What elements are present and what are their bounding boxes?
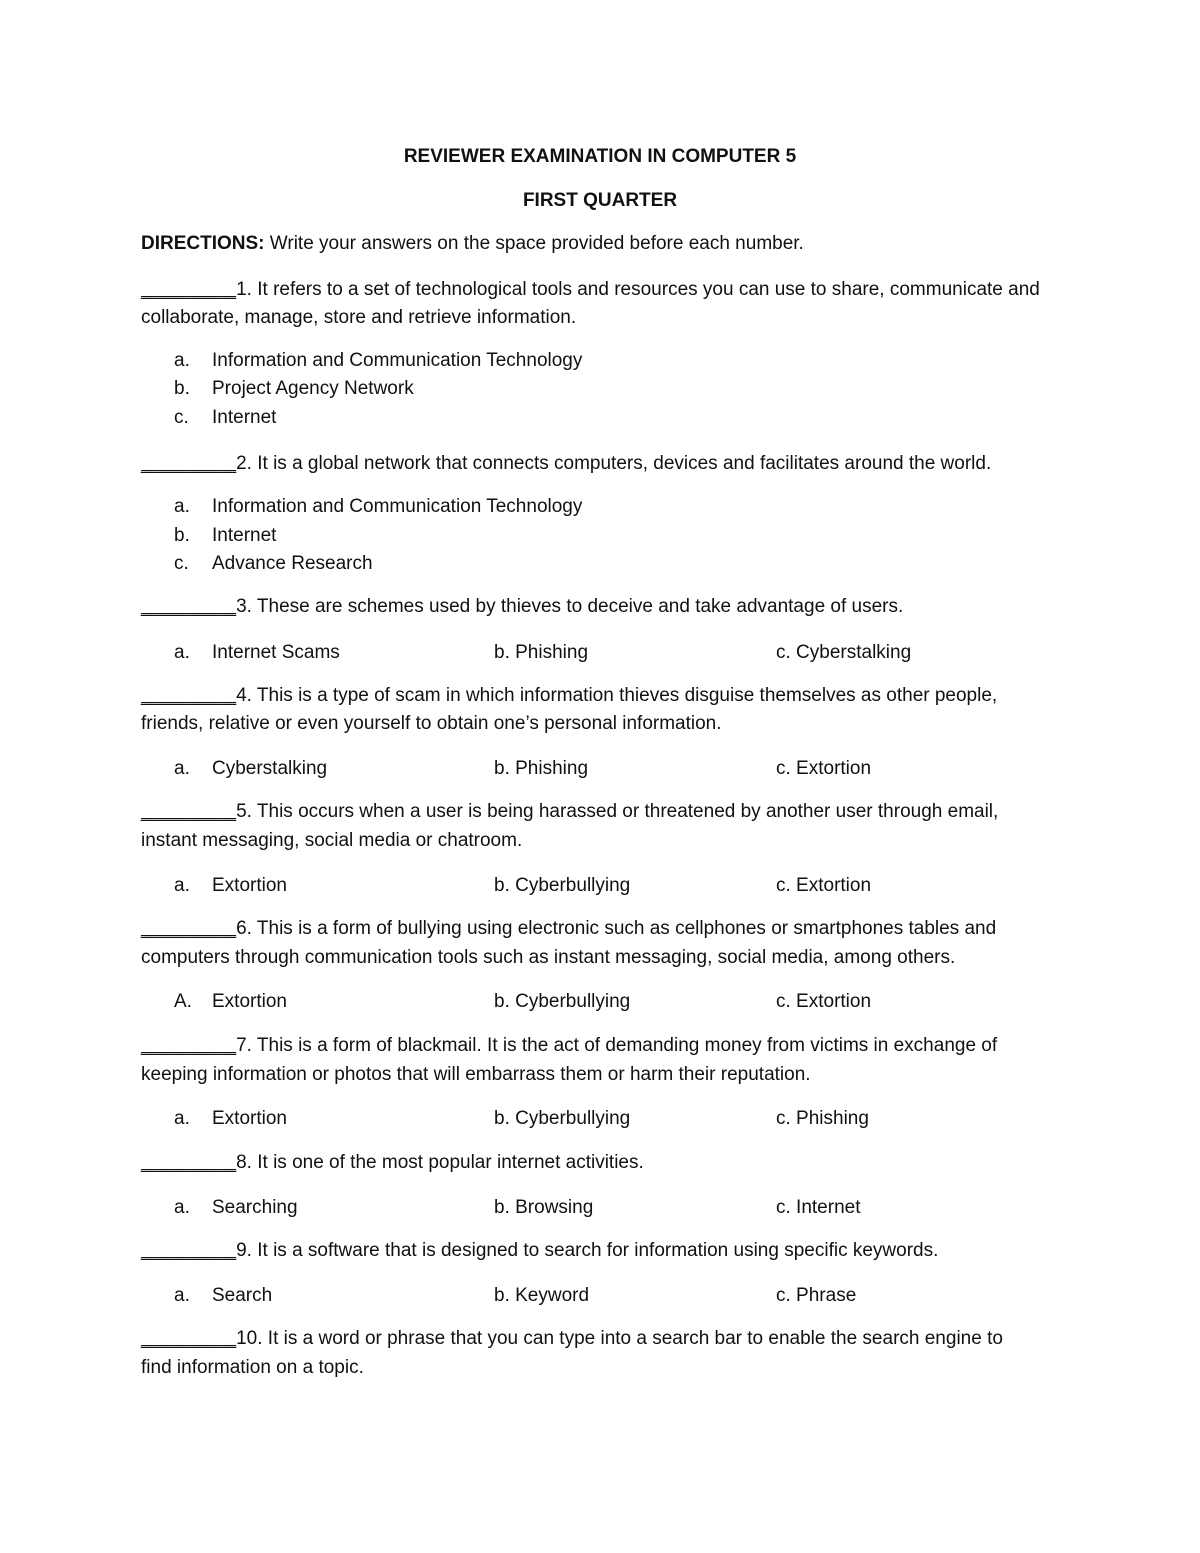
question-2-line: [141, 453, 1071, 475]
question-5-line: [141, 801, 1071, 823]
question-text: computers through communication tools such as instant messaging, social media, among others.: [141, 947, 956, 968]
directions-label: DIRECTIONS:: [141, 233, 265, 254]
option-text: Internet: [212, 525, 277, 546]
option-letter: c.: [174, 553, 189, 574]
question-4-option: [494, 758, 588, 780]
answer-blank: _________: [141, 1035, 237, 1056]
option-letter: A.: [174, 991, 192, 1012]
option-text: Searching: [212, 1197, 298, 1218]
option-text: Extortion: [212, 991, 287, 1012]
option-letter: a.: [174, 496, 190, 517]
question-text: 9. It is a software that is designed to search for information using specific keywords.: [236, 1240, 939, 1261]
option-text: b. Keyword: [494, 1285, 590, 1306]
answer-blank: _________: [141, 279, 237, 300]
question-text: 5. This occurs when a user is being harassed or threatened by another user through email,: [236, 801, 999, 822]
answer-blank: _________: [141, 1152, 237, 1173]
option-text: c. Phrase: [776, 1285, 857, 1306]
question-text: instant messaging, social media or chatroom.: [141, 830, 523, 851]
option-text: c. Cyberstalking: [776, 642, 912, 663]
answer-blank: _________: [141, 596, 237, 617]
question-10-line: [141, 1328, 1071, 1350]
option-letter: b.: [174, 525, 190, 546]
question-1-option: [174, 407, 276, 429]
answer-blank: _________: [141, 453, 237, 474]
question-6-option: [174, 991, 287, 1013]
option-text: Internet Scams: [212, 642, 340, 663]
question-text: find information on a topic.: [141, 1357, 364, 1378]
option-text: b. Cyberbullying: [494, 991, 631, 1012]
option-text: Search: [212, 1285, 273, 1306]
option-text: c. Extortion: [776, 758, 872, 779]
question-text: 6. This is a form of bullying using electronic such as cellphones or smartphones tables and: [236, 918, 997, 939]
question-8-option: [776, 1197, 861, 1219]
option-letter: a.: [174, 350, 190, 371]
question-6-option: [494, 991, 630, 1013]
question-8-option: [174, 1197, 298, 1219]
question-text: 2. It is a global network that connects computers, devices and facilitates around the world.: [236, 453, 992, 474]
question-text: 10. It is a word or phrase that you can type into a search bar to enable the search engine to: [236, 1328, 1003, 1349]
option-text: Information and Communication Technology: [212, 496, 583, 517]
option-text: Project Agency Network: [212, 378, 414, 399]
question-2-option: [174, 525, 276, 547]
option-letter: a.: [174, 1108, 190, 1129]
option-letter: a.: [174, 642, 190, 663]
question-7-line: [141, 1064, 1071, 1086]
directions: [141, 233, 1071, 255]
question-3-line: [141, 596, 1071, 618]
option-letter: a.: [174, 1285, 190, 1306]
answer-blank: _________: [141, 1328, 237, 1349]
question-text: collaborate, manage, store and retrieve information.: [141, 307, 577, 328]
question-5-option: [494, 875, 630, 897]
question-text: 7. This is a form of blackmail. It is the act of demanding money from victims in exchange of: [236, 1035, 998, 1056]
question-2-option: [174, 496, 582, 518]
question-3-option: [494, 642, 588, 664]
question-4-option: [776, 758, 871, 780]
question-7-option: [174, 1108, 287, 1130]
question-text: keeping information or photos that will embarrass them or harm their reputation.: [141, 1064, 811, 1085]
question-4-line: [141, 685, 1071, 707]
question-6-option: [776, 991, 871, 1013]
question-6-line: [141, 947, 1071, 969]
question-1-option: [174, 378, 414, 400]
question-6-line: [141, 918, 1071, 940]
option-letter: a.: [174, 875, 190, 896]
question-9-option: [494, 1285, 589, 1307]
option-text: c. Internet: [776, 1197, 861, 1218]
answer-blank: _________: [141, 918, 237, 939]
question-1-option: [174, 350, 582, 372]
option-text: b. Browsing: [494, 1197, 594, 1218]
option-text: c. Phishing: [776, 1108, 869, 1129]
question-7-option: [776, 1108, 869, 1130]
document-subtitle: FIRST QUARTER: [522, 190, 678, 211]
document-title: REVIEWER EXAMINATION IN COMPUTER 5: [403, 146, 797, 167]
question-8-option: [494, 1197, 593, 1219]
question-text: 4. This is a type of scam in which information thieves disguise themselves as other people,: [236, 685, 998, 706]
option-letter: b.: [174, 378, 190, 399]
option-text: Cyberstalking: [212, 758, 328, 779]
option-text: Extortion: [212, 1108, 287, 1129]
option-text: Extortion: [212, 875, 287, 896]
question-9-option: [174, 1285, 272, 1307]
option-text: b. Phishing: [494, 642, 589, 663]
question-7-line: [141, 1035, 1071, 1057]
question-text: 8. It is one of the most popular internet activities.: [236, 1152, 644, 1173]
option-letter: c.: [174, 407, 189, 428]
option-text: b. Cyberbullying: [494, 1108, 631, 1129]
question-5-option: [776, 875, 871, 897]
option-text: c. Extortion: [776, 991, 872, 1012]
question-3-option: [174, 642, 340, 664]
question-text: 1. It refers to a set of technological tools and resources you can use to share, communicate and: [236, 279, 1040, 300]
answer-blank: _________: [141, 1240, 237, 1261]
question-9-option: [776, 1285, 856, 1307]
question-1-line: [141, 307, 1071, 329]
option-text: b. Phishing: [494, 758, 589, 779]
question-7-option: [494, 1108, 630, 1130]
question-9-line: [141, 1240, 1071, 1262]
option-text: Advance Research: [212, 553, 373, 574]
option-text: b. Cyberbullying: [494, 875, 631, 896]
directions-text: Write your answers on the space provided before each number.: [264, 233, 804, 254]
question-2-option: [174, 553, 373, 575]
question-text: friends, relative or even yourself to obtain one’s personal information.: [141, 713, 722, 734]
option-letter: a.: [174, 758, 190, 779]
question-5-line: [141, 830, 1071, 852]
question-8-line: [141, 1152, 1071, 1174]
question-5-option: [174, 875, 287, 897]
option-letter: a.: [174, 1197, 190, 1218]
option-text: Internet: [212, 407, 277, 428]
question-4-option: [174, 758, 327, 780]
answer-blank: _________: [141, 685, 237, 706]
option-text: c. Extortion: [776, 875, 872, 896]
option-text: Information and Communication Technology: [212, 350, 583, 371]
question-3-option: [776, 642, 911, 664]
answer-blank: _________: [141, 801, 237, 822]
question-text: 3. These are schemes used by thieves to deceive and take advantage of users.: [236, 596, 904, 617]
question-10-line: [141, 1357, 1071, 1379]
question-1-line: [141, 279, 1071, 301]
question-4-line: [141, 713, 1071, 735]
